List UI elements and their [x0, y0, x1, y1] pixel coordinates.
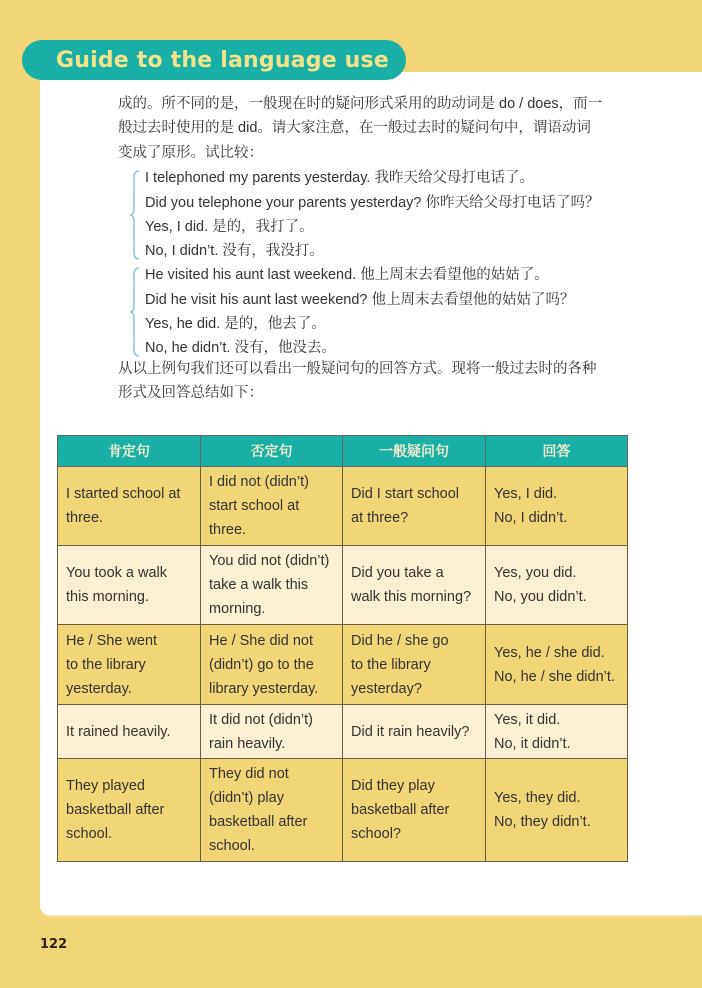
table-row — [58, 467, 628, 546]
paragraph-line: 成的。所不同的是，一般现在时的疑问形式采用的助动词是 do / does，而一 — [118, 96, 603, 112]
column-header-affirmative: 肯定句 — [58, 436, 201, 467]
table-row — [58, 546, 628, 625]
table-cell: He / She went to the library yesterday. — [58, 625, 201, 705]
example-group-1 — [130, 166, 610, 266]
paragraph-line: 从以上例句我们还可以看出一般疑问句的回答方式。现将一般过去时的各种 — [118, 361, 597, 377]
table-row — [58, 625, 628, 705]
table-cell: Did they play basketball after school? — [343, 759, 486, 862]
table-cell: They did not (didn’t) play basketball after school. — [201, 759, 343, 862]
section-title: Guide to the language use — [56, 47, 389, 73]
table-cell: Did he / she go to the library yesterday? — [343, 625, 486, 705]
example-sentence: Did you telephone your parents yesterday? 你昨天给父母打电话了吗？ — [145, 195, 600, 211]
curly-brace-icon — [130, 170, 142, 260]
table-cell: Yes, he / she did. No, he / she didn’t. — [486, 625, 628, 705]
column-header-question: 一般疑问句 — [343, 436, 486, 467]
section-title-banner — [22, 40, 406, 80]
table-cell: I started school at three. — [58, 467, 201, 546]
intro-paragraph — [118, 92, 618, 165]
example-sentence: No, I didn’t. 没有，我没打。 — [145, 243, 324, 259]
table-row — [58, 759, 628, 862]
table-cell: He / She did not (didn’t) go to the library yesterday. — [201, 625, 343, 705]
page-number: 122 — [40, 937, 68, 952]
table-row — [58, 705, 628, 759]
table-cell: It rained heavily. — [58, 705, 201, 759]
table-cell: They played basketball after school. — [58, 759, 201, 862]
column-header-negative: 否定句 — [201, 436, 343, 467]
summary-paragraph — [118, 357, 618, 406]
paragraph-line: 形式及回答总结如下： — [118, 385, 263, 402]
table-cell: Yes, I did. No, I didn’t. — [486, 467, 628, 546]
table-cell: Did it rain heavily? — [343, 705, 486, 759]
table-cell: You took a walk this morning. — [58, 546, 201, 625]
table-cell: You did not (didn’t) take a walk this morning. — [201, 546, 343, 625]
example-sentence: Yes, I did. 是的，我打了。 — [145, 219, 314, 235]
example-sentence: He visited his aunt last weekend. 他上周末去看望他的姑姑了。 — [145, 267, 549, 283]
past-tense-summary-table — [57, 435, 628, 862]
table-cell: It did not (didn’t) rain heavily. — [201, 705, 343, 759]
example-sentence: No, he didn’t. 没有，他没去。 — [145, 340, 336, 356]
table-cell: Did you take a walk this morning? — [343, 546, 486, 625]
example-sentence: Yes, he did. 是的，他去了。 — [145, 316, 326, 332]
paragraph-line: 般过去时使用的是 did。请大家注意，在一般过去时的疑问句中，谓语动词 — [118, 120, 591, 137]
example-sentence: I telephoned my parents yesterday. 我昨天给父母打电话了。 — [145, 170, 534, 186]
table-cell: Yes, it did. No, it didn’t. — [486, 705, 628, 759]
table-header-row — [58, 436, 628, 467]
example-group-2 — [130, 263, 610, 363]
table-cell: Yes, they did. No, they didn’t. — [486, 759, 628, 862]
table-cell: Yes, you did. No, you didn’t. — [486, 546, 628, 625]
column-header-answer: 回答 — [486, 436, 628, 467]
table-cell: I did not (didn’t) start school at three. — [201, 467, 343, 546]
paragraph-line: 变成了原形。试比较： — [118, 144, 263, 161]
curly-brace-icon — [130, 267, 142, 357]
table-cell: Did I start school at three? — [343, 467, 486, 546]
example-sentence: Did he visit his aunt last weekend? 他上周末去看望他的姑姑了吗？ — [145, 292, 575, 308]
